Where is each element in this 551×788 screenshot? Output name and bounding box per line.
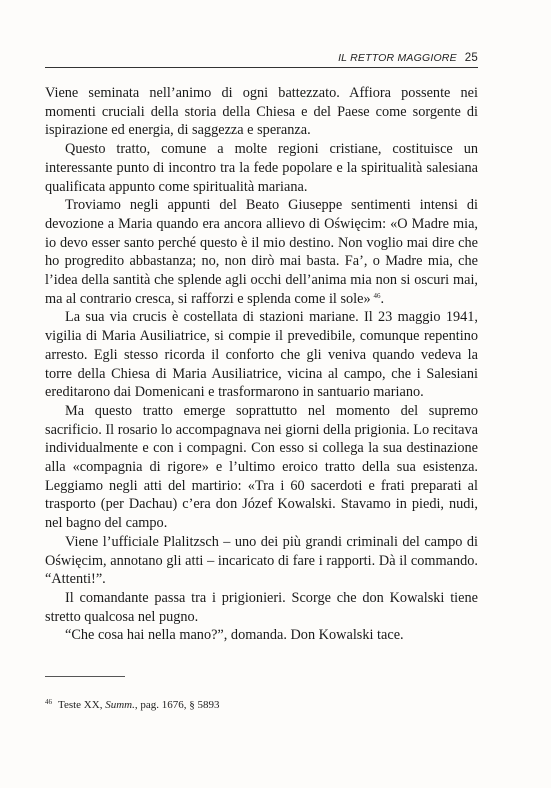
body-text bbox=[45, 84, 478, 645]
running-title: IL RETTOR MAGGIORE bbox=[338, 52, 457, 64]
paragraph: Il comandante passa tra i prigionieri. Scorge che don Kowalski tiene stretto qualcosa nel pugno. bbox=[45, 589, 478, 625]
footnote-mark: 46 bbox=[45, 698, 52, 706]
footnote bbox=[45, 695, 219, 712]
paragraph-end: . bbox=[380, 290, 385, 307]
paragraph-text: Troviamo negli appunti del Beato Giuseppe sentimenti intensi di devozione a Maria quando era ancora allievo di Oświęcim: «O Madre mia, io devo esser santo perché questo è il mio destino. Non voglio mai dire che ho progredito abbastanza; no, non dirò mai basta. Fa’, o Madre mia, che l’idea della santità che splende agli occhi dell’anima mia non si oscuri mai, ma al contrario cresca, si rafforzi e splenda come il sole» bbox=[45, 197, 478, 307]
paragraph: Questo tratto, comune a molte regioni cristiane, costituisce un interessante punto di incontro tra la fede popolare e la spiritualità salesiana qualificata appunto come spiritualità mariana. bbox=[45, 141, 478, 195]
paragraph: Viene seminata nell’animo di ogni battezzato. Affiora possente nei momenti cruciali della storia della Chiesa e del Paese come sorgente di ispirazione ed energia, di saggezza e speranza. bbox=[45, 85, 478, 139]
paragraph: “Che cosa hai nella mano?”, domanda. Don Kowalski tace. bbox=[65, 627, 404, 644]
paragraph: Ma questo tratto emerge soprattutto nel momento del supremo sacrificio. Il rosario lo accompagnava nei giorni della prigionia. Lo recitava individualmente e con i compagni. Con esso si collega la sua destinazione alla «compagnia di rigore» e l’ultimo eroico tratto della sua esistenza. Leggiamo negli atti del martirio: «Tra i 60 sacerdoti e frati preparati al trasporto (per Dachau) c’era don Józef Kowalski. Stavamo in piedi, nudi, nel bagno del campo. bbox=[45, 402, 478, 532]
page-number: 25 bbox=[464, 52, 478, 64]
footnote-prefix: Teste XX, bbox=[58, 699, 106, 711]
footnote-suffix: , pag. 1676, § 5893 bbox=[134, 699, 220, 711]
running-header bbox=[45, 52, 478, 64]
footnote-reference: 46 bbox=[373, 291, 381, 300]
footnote-rule bbox=[45, 676, 125, 677]
footnote-italic: Summ. bbox=[105, 699, 135, 711]
paragraph bbox=[45, 196, 478, 308]
header-rule bbox=[45, 67, 478, 68]
paragraph: Viene l’ufficiale Plalitzsch – uno dei più grandi criminali del campo di Oświęcim, annotano gli atti – incaricato di fare i rapporti. Dà il commando. “Attenti!”. bbox=[45, 533, 478, 588]
paragraph: La sua via crucis è costellata di stazioni mariane. Il 23 maggio 1941, vigilia di Maria Ausiliatrice, si compie il prevedibile, comunque repentino arresto. Egli stesso ricorda il conforto che gli veniva quando vedeva la torre della Chiesa di Maria Ausiliatrice, vicina al campo, che i Salesiani ereditarono dai Domenicani e trasformarono in santuario mariano. bbox=[45, 309, 478, 401]
